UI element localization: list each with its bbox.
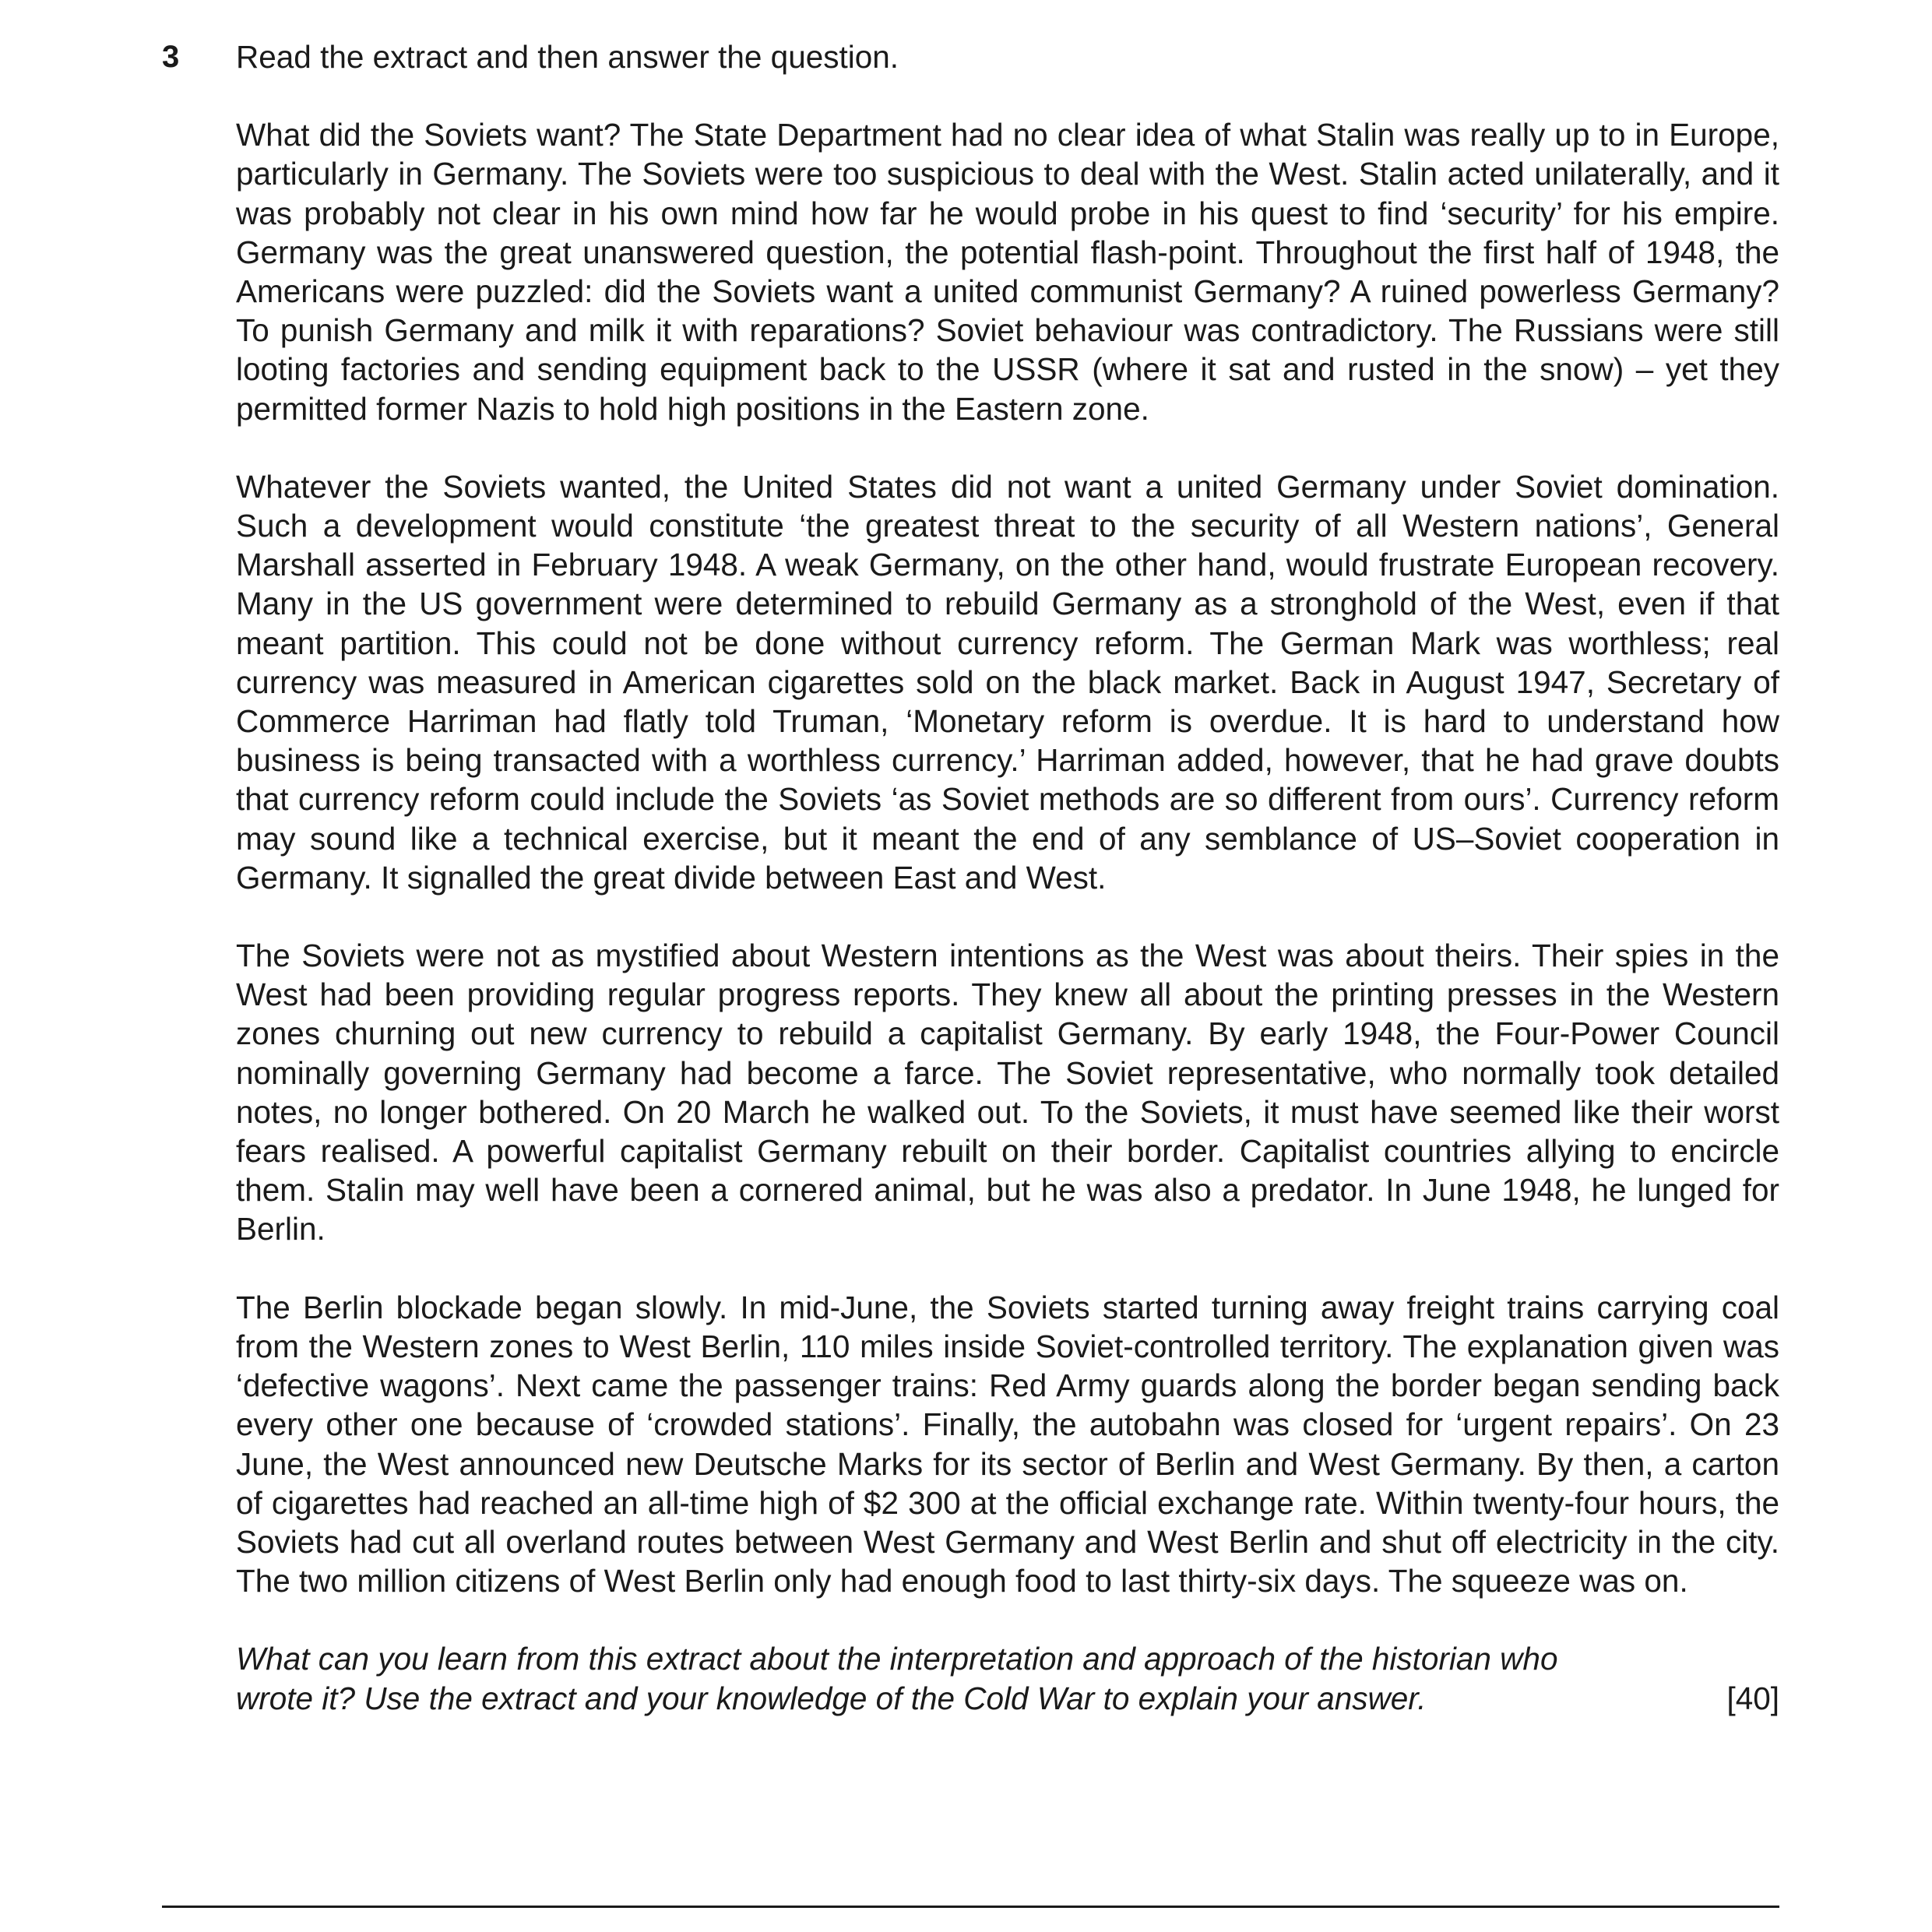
- question-number: 3: [162, 40, 180, 74]
- question-prompt-line-2: wrote it? Use the extract and your knowledge of the Cold War to explain your answer.: [236, 1680, 1427, 1716]
- extract-paragraph-4: The Berlin blockade began slowly. In mid-June, the Soviets started turning away freight trains carrying coal from the Western zones to West Berlin, 110 miles inside Soviet-controlled territory. The explanation given was ‘defective wagons’. Next came the passenger trains: Red Army guards along the border began sending back every other one because of ‘crowded stations’. Finally, the autobahn was closed for ‘urgent repairs’. On 23 June, the West announced new Deutsche Marks for its sector of Berlin and West Germany. By then, a carton of cigarettes had reached an all-time high of $2 300 at the official exchange rate. Within twenty-four hours, the Soviets had cut all overland routes between West Germany and West Berlin and shut off electricity in the city. The two million citizens of West Berlin only had enough food to last thirty-six days. The squeeze was on.: [236, 1289, 1779, 1599]
- question-prompt: [236, 1639, 1779, 1717]
- extract-paragraph-1: What did the Soviets want? The State Department had no clear idea of what Stalin was really up to in Europe, particularly in Germany. The Soviets were too suspicious to deal with the West. Stalin acted unilaterally, and it was probably not clear in his own mind how far he would probe in his quest to find ‘security’ for his empire. Germany was the great unanswered question, the potential flash-point. Throughout the first half of 1948, the Americans were puzzled: did the Soviets want a united communist Germany? A ruined powerless Germany? To punish Germany and milk it with reparations? Soviet behaviour was contradictory. The Russians were still looting factories and sending equipment back to the USSR (where it sat and rusted in the snow) – yet they permitted former Nazis to hold high positions in the Eastern zone.: [236, 117, 1779, 427]
- marks-allocation: [40]: [1726, 1680, 1779, 1716]
- extract-paragraph-3: The Soviets were not as mystified about Western intentions as the West was about theirs. Their spies in the West had been providing regular progress reports. They knew all about the printing presses in the Western zones churning out new currency to rebuild a capitalist Germany. By early 1948, the Four-Power Council nominally governing Germany had become a farce. The Soviet representative, who normally took detailed notes, no longer bothered. On 20 March he walked out. To the Soviets, it must have seemed like their worst fears realised. A powerful capitalist Germany rebuilt on their border. Capitalist countries allying to encircle them. Stalin may well have been a cornered animal, but he was also a predator. In June 1948, he lunged for Berlin.: [236, 938, 1779, 1248]
- question-body: [236, 37, 1779, 1718]
- question-instruction: Read the extract and then answer the question.: [236, 39, 899, 75]
- extract-paragraph-2: Whatever the Soviets wanted, the United States did not want a united Germany under Soviet domination. Such a development would constitute ‘the greatest threat to the security of all Western nations’, General Marshall asserted in February 1948. A weak Germany, on the other hand, would frustrate European recovery. Many in the US government were determined to rebuild Germany as a stronghold of the West, even if that meant partition. This could not be done without currency reform. The German Mark was worthless; real currency was measured in American cigarettes sold on the black market. Back in August 1947, Secretary of Commerce Harriman had flatly told Truman, ‘Monetary reform is overdue. It is hard to understand how business is being transacted with a worthless currency.’ Harriman added, however, that he had grave doubts that currency reform could include the Soviets ‘as Soviet methods are so different from ours’. Currency reform may sound like a technical exercise, but it meant the end of any semblance of US–Soviet cooperation in Germany. It signalled the great divide between East and West.: [236, 468, 1779, 896]
- question-prompt-line-1: What can you learn from this extract about the interpretation and approach of the historian who: [236, 1641, 1558, 1677]
- question-prompt-line-2-row: [236, 1679, 1779, 1718]
- bottom-divider: [162, 1906, 1779, 1908]
